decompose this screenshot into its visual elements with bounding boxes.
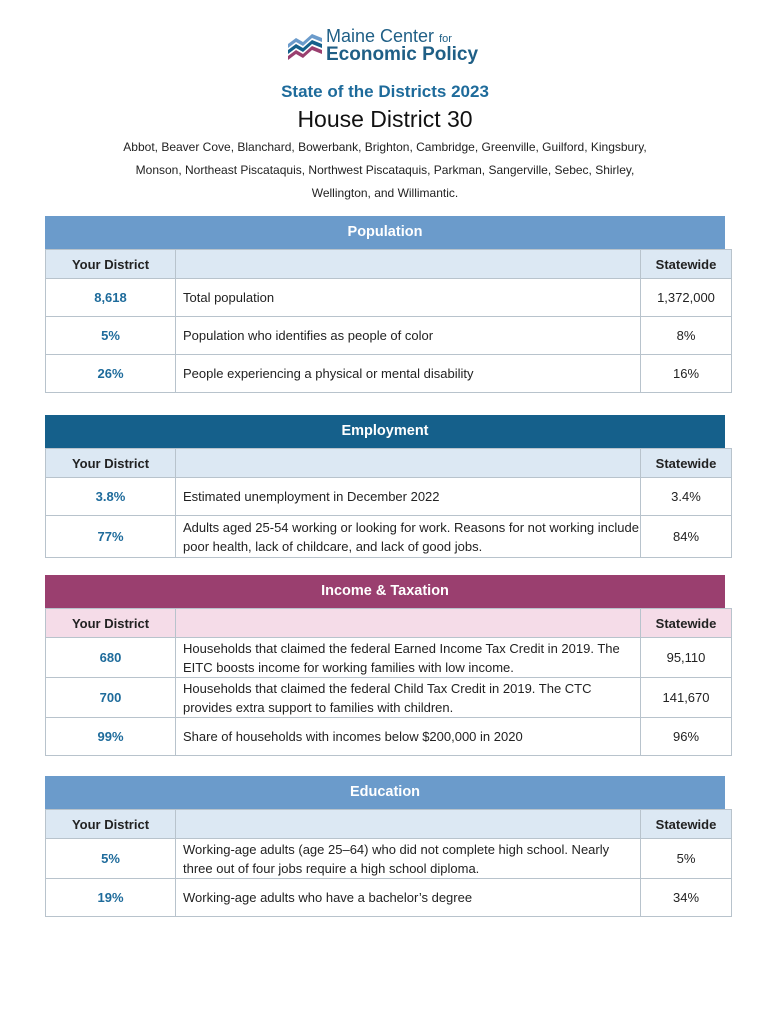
district-value: 680	[46, 638, 176, 678]
district-value: 5%	[46, 317, 176, 355]
statewide-value: 34%	[641, 879, 732, 917]
table-row	[46, 879, 732, 917]
income-table	[45, 608, 732, 756]
district-value: 8,618	[46, 279, 176, 317]
statewide-value: 5%	[641, 839, 732, 879]
education-table	[45, 809, 732, 917]
logo-for: for	[439, 33, 452, 45]
section-title: Education	[45, 776, 725, 809]
column-header-statewide: Statewide	[641, 810, 732, 839]
row-label: Adults aged 25-54 working or looking for work. Reasons for not working include poor health, lack of childcare, and lack of good jobs.	[176, 516, 641, 558]
org-logo	[288, 26, 488, 68]
statewide-value: 84%	[641, 516, 732, 558]
section-employment	[45, 415, 725, 558]
section-income-taxation	[45, 575, 725, 756]
row-label: Estimated unemployment in December 2022	[176, 478, 641, 516]
district-value: 3.8%	[46, 478, 176, 516]
table-row	[46, 718, 732, 756]
employment-table	[45, 448, 732, 558]
row-label: Population who identifies as people of color	[176, 317, 641, 355]
table-header-row	[46, 810, 732, 839]
table-row	[46, 516, 732, 558]
row-label: Households that claimed the federal Earned Income Tax Credit in 2019. The EITC boosts income for working families with low income.	[176, 638, 641, 678]
table-header-row	[46, 449, 732, 478]
row-label: Working-age adults (age 25–64) who did not complete high school. Nearly three out of four jobs require a high school diploma.	[176, 839, 641, 879]
section-title: Population	[45, 216, 725, 249]
district-value: 77%	[46, 516, 176, 558]
table-row	[46, 317, 732, 355]
row-label: Total population	[176, 279, 641, 317]
report-title: State of the Districts 2023	[281, 82, 489, 101]
population-table	[45, 249, 732, 393]
statewide-value: 1,372,000	[641, 279, 732, 317]
statewide-value: 96%	[641, 718, 732, 756]
district-title: House District 30	[297, 106, 473, 132]
column-header-statewide: Statewide	[641, 250, 732, 279]
column-header-statewide: Statewide	[641, 609, 732, 638]
statewide-value: 141,670	[641, 678, 732, 718]
table-row	[46, 355, 732, 393]
table-row	[46, 279, 732, 317]
section-title: Income & Taxation	[45, 575, 725, 608]
row-label: Share of households with incomes below $200,000 in 2020	[176, 718, 641, 756]
column-header-district: Your District	[46, 609, 176, 638]
table-header-row	[46, 250, 732, 279]
table-row	[46, 839, 732, 879]
row-label: People experiencing a physical or mental disability	[176, 355, 641, 393]
section-population	[45, 216, 725, 393]
statewide-value: 95,110	[641, 638, 732, 678]
district-value: 19%	[46, 879, 176, 917]
column-header-district: Your District	[46, 250, 176, 279]
table-header-row	[46, 609, 732, 638]
statewide-value: 8%	[641, 317, 732, 355]
column-header-district: Your District	[46, 449, 176, 478]
district-value: 700	[46, 678, 176, 718]
statewide-value: 3.4%	[641, 478, 732, 516]
column-header-district: Your District	[46, 810, 176, 839]
logo-line1: Maine Center	[326, 26, 435, 46]
statewide-value: 16%	[641, 355, 732, 393]
table-row	[46, 678, 732, 718]
table-row	[46, 638, 732, 678]
section-title: Employment	[45, 415, 725, 448]
section-education	[45, 776, 725, 917]
row-label: Working-age adults who have a bachelor’s degree	[176, 879, 641, 917]
logo-line2: Economic Policy	[326, 44, 479, 65]
row-label: Households that claimed the federal Child Tax Credit in 2019. The CTC provides extra support to families with children.	[176, 678, 641, 718]
district-value: 99%	[46, 718, 176, 756]
district-value: 26%	[46, 355, 176, 393]
column-header-statewide: Statewide	[641, 449, 732, 478]
towns-list: Abbot, Beaver Cove, Blanchard, Bowerbank, Brighton, Cambridge, Greenville, Guilford, Kingsbury, Monson, Northeast Piscataquis, Northwest Piscataquis, Parkman, Sangerville, Sebec, Shirley, Wellington, and Willimantic.	[123, 140, 647, 200]
mountain-logo-icon	[288, 30, 322, 60]
district-value: 5%	[46, 839, 176, 879]
table-row	[46, 478, 732, 516]
